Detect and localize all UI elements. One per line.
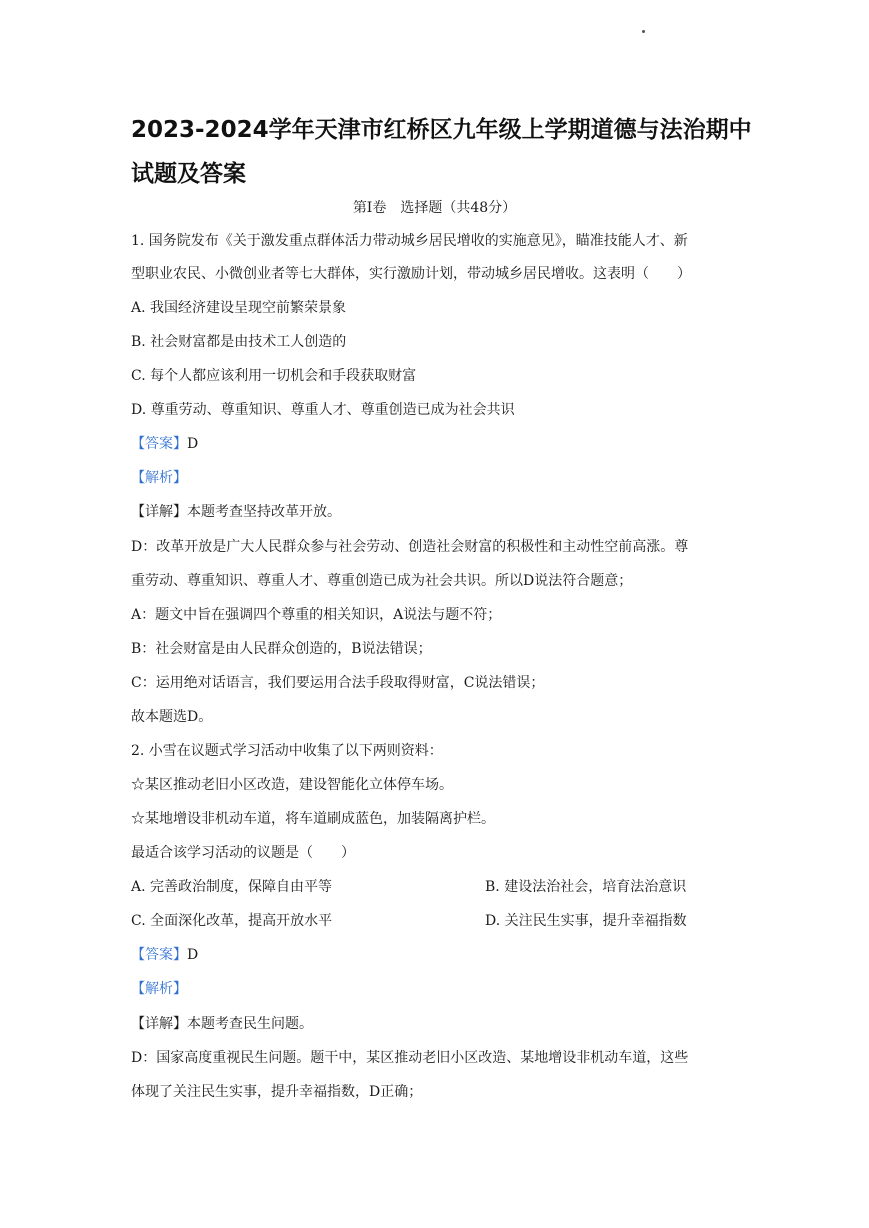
title-line-2: 试题及答案 [131,161,246,187]
q1-conclusion: 故本题选D。 [131,709,213,725]
q1-option-b: B. 社会财富都是由技术工人创造的 [131,334,347,350]
section-header: 第Ⅰ卷 选择题（共48分） [352,200,517,216]
q2-answer-label: 【答案】 [131,947,187,963]
q2-material-2: ☆某地增设非机动车道，将车道刷成蓝色，加装隔离护栏。 [131,811,495,827]
q2-answer [131,945,741,965]
q2-question: 最适合该学习活动的议题是（ ） [131,845,355,861]
q1-explain-d-line-1: D：改革开放是广大人民群众参与社会劳动、创造社会财富的积极性和主动性空前高涨。尊 [131,539,689,555]
q2-option-c: C. 全面深化改革，提高开放水平 [131,913,333,929]
q1-answer [131,434,741,454]
q1-option-a: A. 我国经济建设呈现空前繁荣景象 [131,300,347,316]
q1-answer-value: D [187,436,199,452]
q2-detail: 【详解】本题考查民生问题。 [131,1016,313,1032]
q2-analysis-label: 【解析】 [131,981,187,997]
q1-explain-c: C：运用绝对话语言，我们要运用合法手段取得财富，C说法错误； [131,675,545,691]
decorative-dot [642,30,645,33]
q1-explain-a: A：题文中旨在强调四个尊重的相关知识，A说法与题不符； [131,607,502,623]
q1-analysis-label: 【解析】 [131,470,187,486]
q2-option-d: D. 关注民生实事，提升幸福指数 [485,913,687,929]
q2-option-b: B. 建设法治社会，培育法治意识 [485,879,687,895]
q1-explain-d-line-2: 重劳动、尊重知识、尊重人才、尊重创造已成为社会共识。所以D说法符合题意； [131,573,633,589]
q1-stem-line-2: 型职业农民、小微创业者等七大群体，实行激励计划，带动城乡居民增收。这表明（ ） [131,266,691,282]
title-line-1: 2023-2024学年天津市红桥区九年级上学期道德与法治期中 [131,117,752,143]
q2-material-1: ☆某区推动老旧小区改造，建设智能化立体停车场。 [131,777,453,793]
q2-explain-d-line-2: 体现了关注民生实事，提升幸福指数，D正确； [131,1084,423,1100]
q1-option-c: C. 每个人都应该利用一切机会和手段获取财富 [131,368,417,384]
q2-option-a: A. 完善政治制度，保障自由平等 [131,879,333,895]
q1-stem-line-1: 1. 国务院发布《关于激发重点群体活力带动城乡居民增收的实施意见》，瞄准技能人才、新 [131,233,688,249]
q2-explain-d-line-1: D：国家高度重视民生问题。题干中，某区推动老旧小区改造、某地增设非机动车道，这些 [131,1050,689,1066]
q1-option-d: D. 尊重劳动、尊重知识、尊重人才、尊重创造已成为社会共识 [131,402,515,418]
q2-stem: 2. 小雪在议题式学习活动中收集了以下两则资料： [131,743,443,759]
q1-explain-b: B：社会财富是由人民群众创造的，B说法错误； [131,641,432,657]
q2-answer-value: D [187,947,199,963]
q1-answer-label: 【答案】 [131,436,187,452]
q1-detail: 【详解】本题考查坚持改革开放。 [131,504,341,520]
